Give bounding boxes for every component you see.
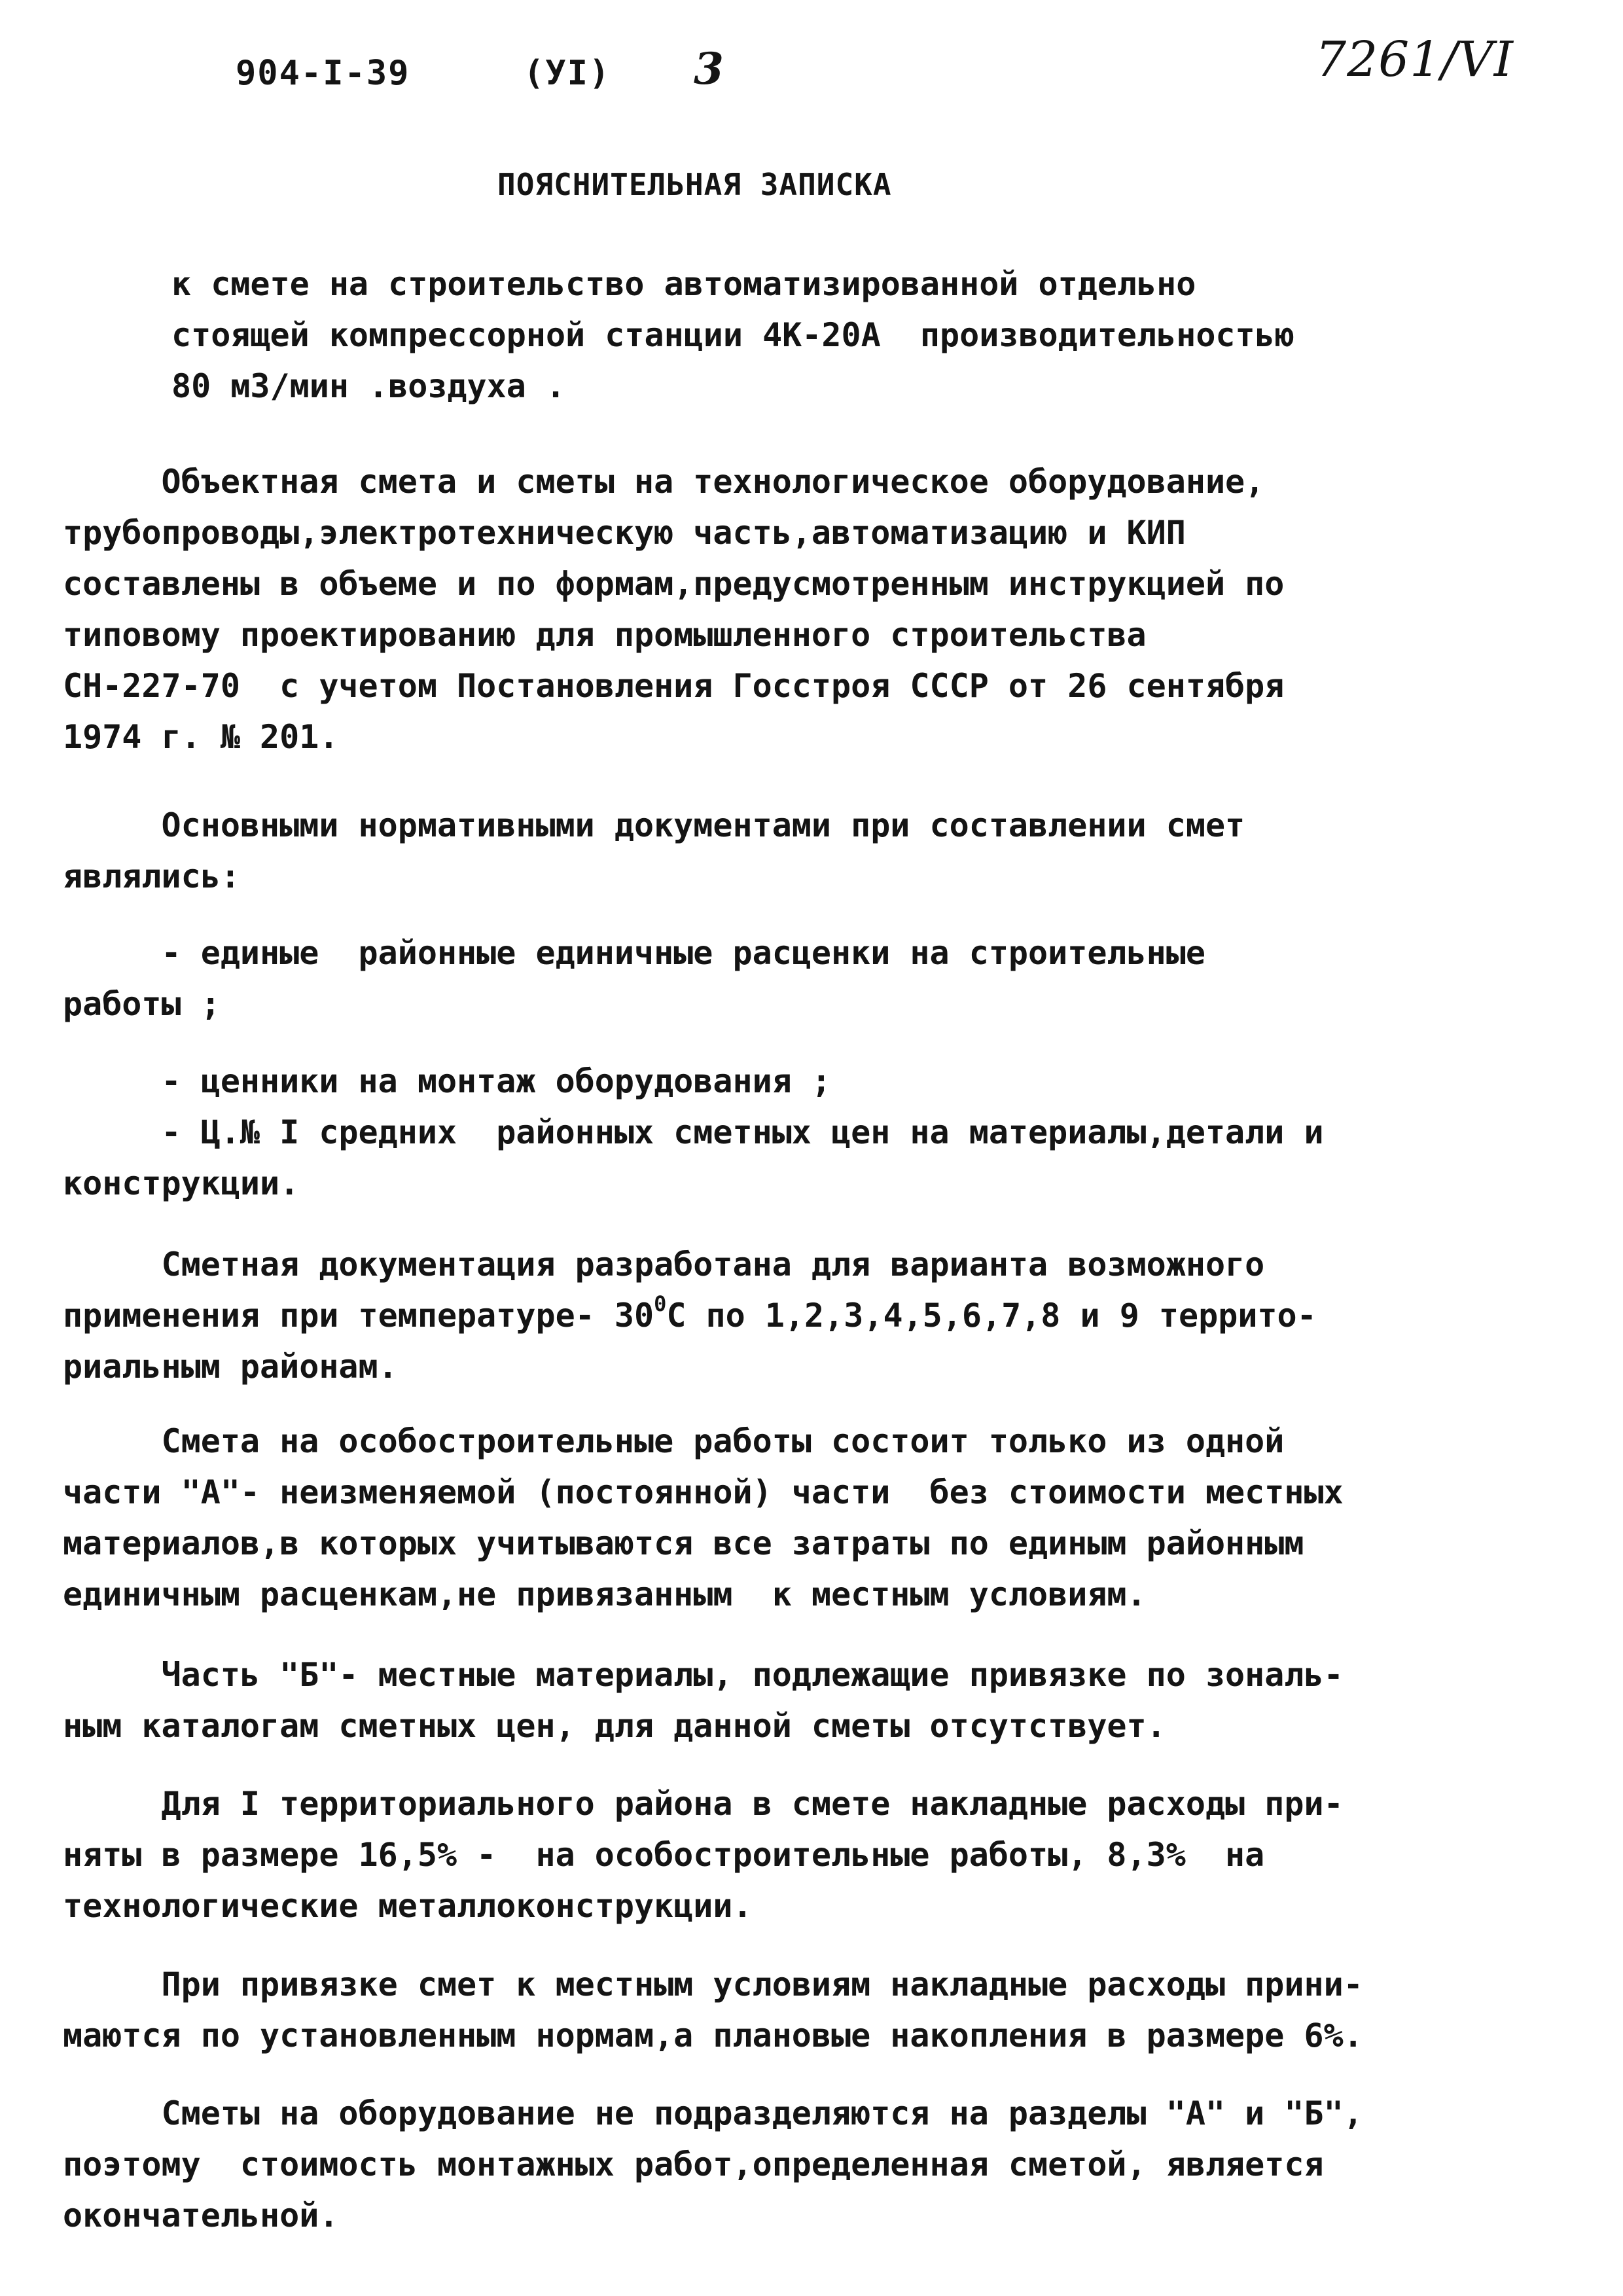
paragraph-special-works [63,1416,1561,1620]
paragraph-line: Смета на особостроительные работы состоит только из одной [63,1422,1285,1460]
subtitle-line: к смете на строительство автоматизированной отдельно [171,265,1196,303]
paragraph-line: части "А"- неизменяемой (постоянной) части без стоимости местных [63,1473,1344,1511]
paragraph-temperature-variant [63,1239,1561,1392]
section-number: (УI) [524,54,611,93]
line-end: C по 1,2,3,4,5,6,7,8 и 9 террито- [666,1297,1317,1335]
paragraph-line: окончательной. [63,2197,339,2234]
paragraph-line: риальным районам. [63,1348,398,1386]
paragraph-line: трубопроводы,электротехническую часть,автоматизацию и КИП [63,514,1186,552]
paragraph-line: типовому проектированию для промышленного строительства [63,616,1147,654]
paragraph-line: Основными нормативными документами при составлении смет [63,806,1245,844]
line-start: применения при температуре- 30 [63,1297,654,1335]
paragraph-equipment-estimates [63,2088,1561,2241]
document-title: ПОЯСНИТЕЛЬНАЯ ЗАПИСКА [497,167,892,202]
paragraph-line: конструкции. [63,1164,300,1202]
paragraph-line [63,1290,1561,1341]
paragraph-line: При привязке смет к местным условиям накладные расходы прини- [63,1965,1363,2003]
paragraph-line: - единые районные единичные расценки на строительные [63,934,1205,972]
paragraph-line: ным каталогам сметных цен, для данной сметы отсутствует. [63,1707,1166,1745]
paragraph-line: технологические металлоконструкции. [63,1887,753,1925]
paragraph-line: 1974 г. № 201. [63,718,339,756]
paragraph-line: единичным расценкам,не привязанным к местным условиям. [63,1575,1147,1613]
paragraph-local-conditions [63,1959,1561,2061]
paragraph-line: поэтому стоимость монтажных работ,определенная сметой, является [63,2145,1324,2183]
paragraph-line: материалов,в которых учитываются все затраты по единым районным [63,1524,1304,1562]
paragraph-line: няты в размере 16,5% - на особостроительные работы, 8,3% на [63,1836,1265,1874]
subtitle-line: 80 м3/мин .воздуха . [171,367,566,405]
subtitle-line: стоящей компрессорной станции 4К-20А производительностью [171,316,1294,354]
paragraph-line: являлись: [63,857,240,895]
degree-superscript: 0 [654,1291,667,1316]
paragraph-line: Объектная смета и сметы на технологическое оборудование, [63,463,1265,501]
paragraph-line: работы ; [63,985,221,1023]
list-item-price-lists [63,1056,1561,1209]
paragraph-line: - Ц.№ I средних районных сметных цен на материалы,детали и [63,1113,1324,1151]
paragraph-line: маются по установленным нормам,а плановые накопления в размере 6%. [63,2017,1363,2054]
paragraph-line: Сметы на оборудование не подразделяются на разделы "А" и "Б", [63,2094,1363,2132]
archive-number: 7261/VI [1315,31,1514,88]
paragraph-line: - ценники на монтаж оборудования ; [63,1062,831,1100]
series-code: 904-I-39 [236,54,410,93]
paragraph-line: составлены в объеме и по формам,предусмотренным инструкцией по [63,565,1285,603]
paragraph-line: Сметная документация разработана для варианта возможного [63,1246,1265,1283]
paragraph-line: Для I территориального района в смете накладные расходы при- [63,1785,1344,1823]
document-subtitle [171,259,1546,412]
paragraph-part-b [63,1649,1561,1751]
paragraph-line: Часть "Б"- местные материалы, подлежащие привязке по зональ- [63,1656,1344,1694]
paragraph-normative-documents [63,800,1561,902]
list-item-rates [63,927,1561,1030]
paragraph-estimates-composition [63,456,1561,762]
paragraph-overhead-costs [63,1778,1561,1931]
page-number: 3 [694,43,724,94]
paragraph-line: СН-227-70 с учетом Постановления Госстроя СССР от 26 сентября [63,667,1285,705]
